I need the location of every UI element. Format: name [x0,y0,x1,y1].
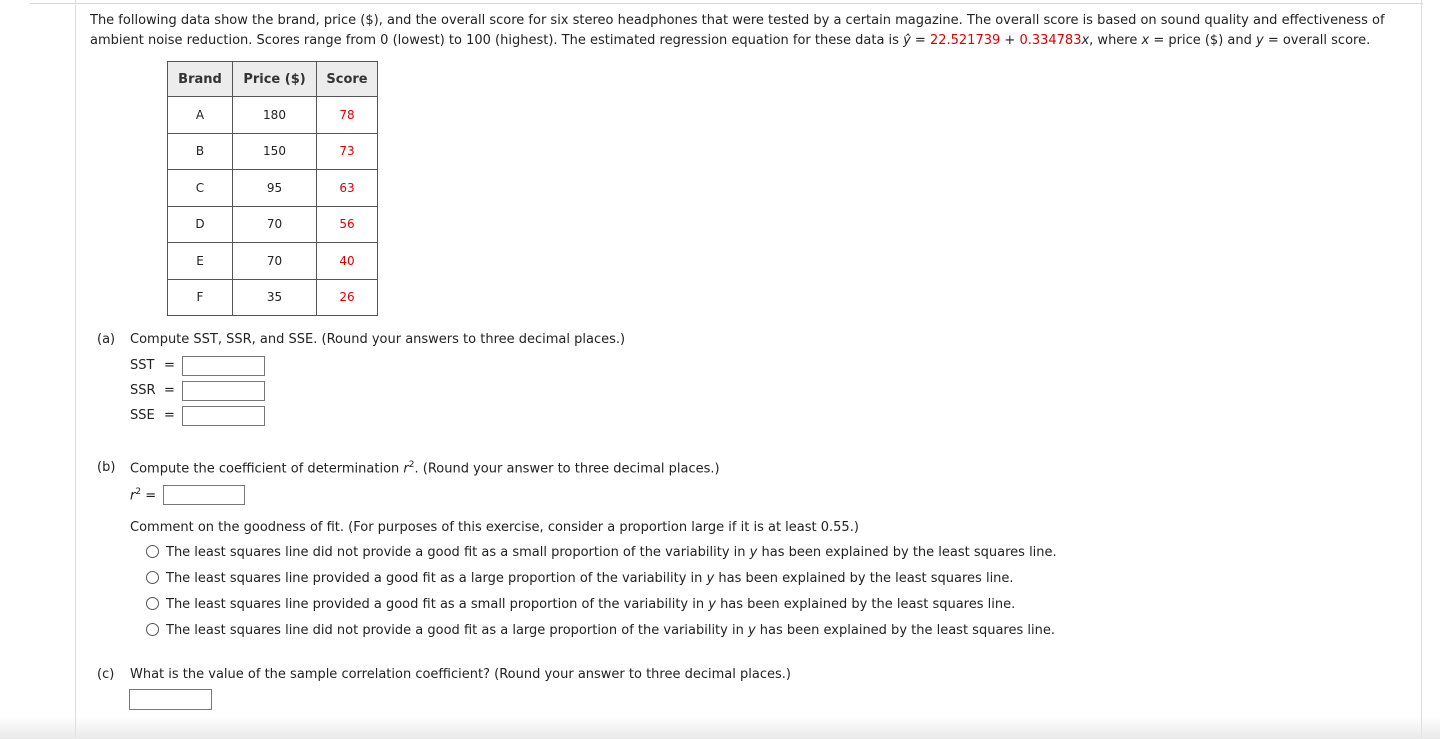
intro-text: The following data show the brand, price ($), and the overall score for six stereo headphones that were tested by a certain magazine. The overall score is based on sound quality and effectiveness of ambient noise reduction. Scores range from 0 (lowest) to 100 (highest). The estimated regression equation for these data is [90,13,1385,48]
equals-sign: = [910,32,930,48]
r-variable: r [403,461,409,477]
x-variable: x [1141,32,1150,48]
table-row [168,133,378,170]
table-row [168,279,378,316]
part-a-marker: (a) [97,332,116,347]
part-c-marker: (c) [97,667,115,682]
regression-intercept: 22.521739 [929,32,1001,48]
cell-price: 150 [233,133,317,170]
part-a-question: Compute SST, SSR, and SSE. (Round your answers to three decimal places.) [130,332,626,347]
cell-brand: A [168,97,233,134]
cell-price: 35 [233,279,317,316]
radio-option-1[interactable] [146,545,159,558]
y-variable: y [706,571,715,586]
table-row [168,206,378,243]
intro-text-2: , where [1089,32,1142,48]
part-c-question: What is the value of the sample correlation coefficient? (Round your answer to three decimal places.) [130,667,791,682]
option-text: The least squares line did not provide a good fit as a large proportion of the variability in [166,623,748,638]
cell-brand: C [168,170,233,207]
r2-label-sup: 2 [135,487,142,497]
part-b-marker: (b) [97,460,116,475]
radio-option-4[interactable] [146,623,159,636]
header-price: Price ($) [233,62,317,97]
header-brand: Brand [168,62,233,97]
regression-slope: 0.334783 [1019,32,1082,48]
cell-score: 63 [317,170,378,207]
x-variable: x [1081,32,1090,48]
intro-text-4: = overall score. [1263,32,1371,48]
cell-brand: D [168,206,233,243]
y-variable: y [749,545,758,560]
sst-input[interactable] [182,356,265,376]
r2-label-r: r [130,488,136,504]
ssr-label: SSR [130,383,156,398]
correlation-input[interactable] [129,689,212,710]
r2-equals: = [145,488,157,504]
sse-input[interactable] [182,406,265,426]
header-score: Score [317,62,378,97]
part-b-question-text: Compute the coefficient of determination [130,461,404,477]
option-4-text[interactable] [166,623,1055,638]
table-row [168,170,378,207]
cell-score: 40 [317,243,378,280]
cell-price: 95 [233,170,317,207]
cell-score: 73 [317,133,378,170]
radio-option-3[interactable] [146,597,159,610]
r-superscript: 2 [408,460,415,470]
radio-option-2[interactable] [146,571,159,584]
sse-equals: = [164,408,175,423]
cell-score: 56 [317,206,378,243]
goodness-of-fit-prompt: Comment on the goodness of fit. (For purposes of this exercise, consider a proportion large if it is at least 0.55.) [130,520,859,535]
cell-price: 70 [233,206,317,243]
option-text: has been explained by the least squares line. [755,623,1055,638]
plus-sign: + [1000,32,1020,48]
table-row [168,97,378,134]
cell-brand: F [168,279,233,316]
cell-score: 26 [317,279,378,316]
part-b-question [130,460,720,476]
option-2-text[interactable] [166,571,1014,586]
r2-label [130,487,156,503]
intro-text-3: = price ($) and [1149,32,1256,48]
cell-brand: B [168,133,233,170]
yhat-symbol: ŷ [903,32,911,48]
cell-price: 180 [233,97,317,134]
r2-input[interactable] [163,485,245,505]
ssr-equals: = [164,383,175,398]
option-3-text[interactable] [166,597,1015,612]
y-variable: y [1255,32,1264,48]
table-header-row [168,62,378,97]
option-text: has been explained by the least squares line. [714,571,1014,586]
bottom-fade [0,717,1440,739]
cell-brand: E [168,243,233,280]
data-table [167,61,378,316]
table-row [168,243,378,280]
cell-score: 78 [317,97,378,134]
y-variable: y [747,623,756,638]
option-text: The least squares line provided a good fit as a large proportion of the variability in [166,571,707,586]
option-text: The least squares line did not provide a good fit as a small proportion of the variability in [166,545,750,560]
sst-label: SST [130,358,155,373]
sse-label: SSE [130,408,155,423]
option-text: has been explained by the least squares line. [757,545,1057,560]
problem-statement [90,11,1410,50]
sst-equals: = [164,358,175,373]
y-variable: y [708,597,716,612]
option-text: has been explained by the least squares line. [715,597,1016,612]
part-b-question-text-2: . (Round your answer to three decimal places.) [414,461,720,477]
option-1-text[interactable] [166,545,1057,560]
cell-price: 70 [233,243,317,280]
ssr-input[interactable] [182,381,265,401]
option-text: The least squares line provided a good fit as a small proportion of the variability in [166,597,709,612]
